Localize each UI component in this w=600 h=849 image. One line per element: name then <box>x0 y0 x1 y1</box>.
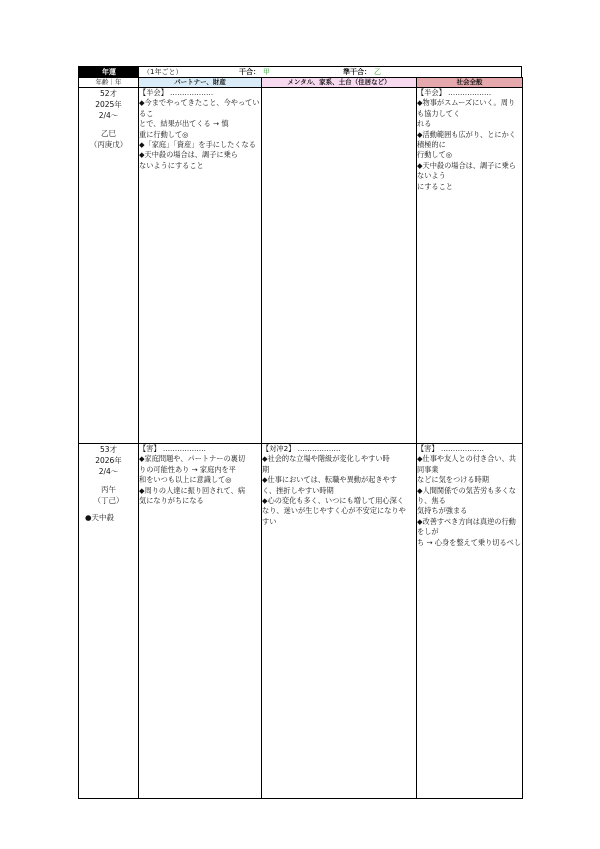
year-cell <box>79 444 139 799</box>
text-line: ち → 心身を整えて乗り切るべし <box>417 537 522 547</box>
text-line: 【害】 ……………… <box>417 444 484 453</box>
text-line: 気持ちが強まる <box>417 506 468 516</box>
header-info <box>139 67 521 77</box>
junkango-label: 準干合： <box>343 68 371 76</box>
mental-cell <box>262 88 417 444</box>
kango-value: 甲 <box>263 68 270 76</box>
table-row <box>79 88 523 444</box>
start-date: 2/4～ <box>98 467 119 476</box>
text-line: ◆物事がスムーズにいく。周りも協力してく <box>417 98 516 118</box>
text-line: ◆仕事においては、転職や異動が起きやす <box>262 475 397 485</box>
text-line: 【対冲2】 ……………… <box>262 444 341 453</box>
text-line: ◆天中殺の場合は、調子に乗ら <box>139 150 238 160</box>
column-header-row <box>79 78 523 88</box>
text-line: 行動して◎ <box>417 150 453 160</box>
text-line: れる <box>417 119 432 129</box>
mental-cell <box>262 444 417 799</box>
age: 53才 <box>99 445 118 454</box>
text-line: ◆活動範囲も広がり、とにかく積極的に <box>417 129 516 150</box>
text-line: ◆「家庭」「資産」を手にしたくなる <box>139 140 256 150</box>
text-line: ◆仕事や友人との付き合い、共同事業 <box>417 454 516 474</box>
text-line: なり、迷いが生じやすく心が不安定になりや <box>262 506 406 516</box>
kanshi: 丙午 <box>101 485 116 494</box>
text-line: ◆心の変化も多く、いつにも増して用心深く <box>262 496 404 506</box>
table-row <box>79 444 523 799</box>
fortune-sheet <box>78 66 522 799</box>
kango <box>239 67 270 77</box>
partner-cell <box>139 444 262 799</box>
nenun-label: 年運 <box>79 67 139 77</box>
text-line: ◆人間関係での気苦労も多くなり、焦る <box>417 485 516 506</box>
text-line: とで、結果が出てくる → 慎 <box>139 119 229 129</box>
text-line: りの可能性あり → 家庭内を平 <box>139 464 236 474</box>
text-line: く、挫折しやすい時期 <box>262 485 334 495</box>
text-line: 気になりがちになる <box>139 496 204 506</box>
text-line: すい <box>262 516 277 526</box>
text-line: ◆改善すべき方向は真逆の行動をしが <box>417 516 516 537</box>
text-line: にすること <box>417 181 453 191</box>
text-line: ◆周りの人達に振り回されて、病 <box>139 485 246 495</box>
text-line: ないようにすること <box>139 160 204 170</box>
tenchusatsu-mark: ●天中殺 <box>85 513 115 522</box>
text-line: 和をいつも以上に意識して◎ <box>139 475 232 485</box>
text-line: 期 <box>262 464 270 474</box>
text-line: 重に行動して◎ <box>139 129 189 139</box>
year: 2026年 <box>95 456 122 465</box>
kanshi: 乙巳 <box>101 129 116 138</box>
social-cell <box>417 88 523 444</box>
kango-label: 干合： <box>239 68 260 76</box>
text-line: ◆社会的な立場や階級が変化しやすい時 <box>262 454 390 464</box>
column-social: 社会全般 <box>417 78 523 88</box>
column-age-year: 年齢｜年 <box>79 78 139 88</box>
junkango-value: 乙 <box>374 68 381 76</box>
column-mental: メンタル、家系、土台（住居など） <box>262 78 417 88</box>
text-line: 【半会】 ……………… <box>139 88 214 97</box>
text-line: ◆今までやってきたこと、今やっているこ <box>139 98 260 118</box>
zokan: （丁己） <box>93 496 124 505</box>
text-line: などに気をつける時期 <box>417 475 489 485</box>
column-partner: パートナー、財産 <box>139 78 262 88</box>
junkango <box>343 67 381 77</box>
text-line: ◆家庭問題や、パートナーの裏切 <box>139 454 246 464</box>
zokan: （丙庚戊） <box>89 140 128 149</box>
sheet-header <box>78 66 522 77</box>
fortune-table <box>78 77 523 799</box>
social-cell <box>417 444 523 799</box>
period-label: （1年ごと） <box>143 68 183 76</box>
age: 52才 <box>99 89 118 98</box>
text-line: ◆天中殺の場合は、調子に乗らないよう <box>417 160 516 181</box>
text-line: 【害】 ……………… <box>139 444 206 453</box>
year-cell <box>79 88 139 444</box>
year: 2025年 <box>95 100 122 109</box>
text-line: 【半会】 ……………… <box>417 88 492 97</box>
start-date: 2/4～ <box>98 111 119 120</box>
partner-cell <box>139 88 262 444</box>
